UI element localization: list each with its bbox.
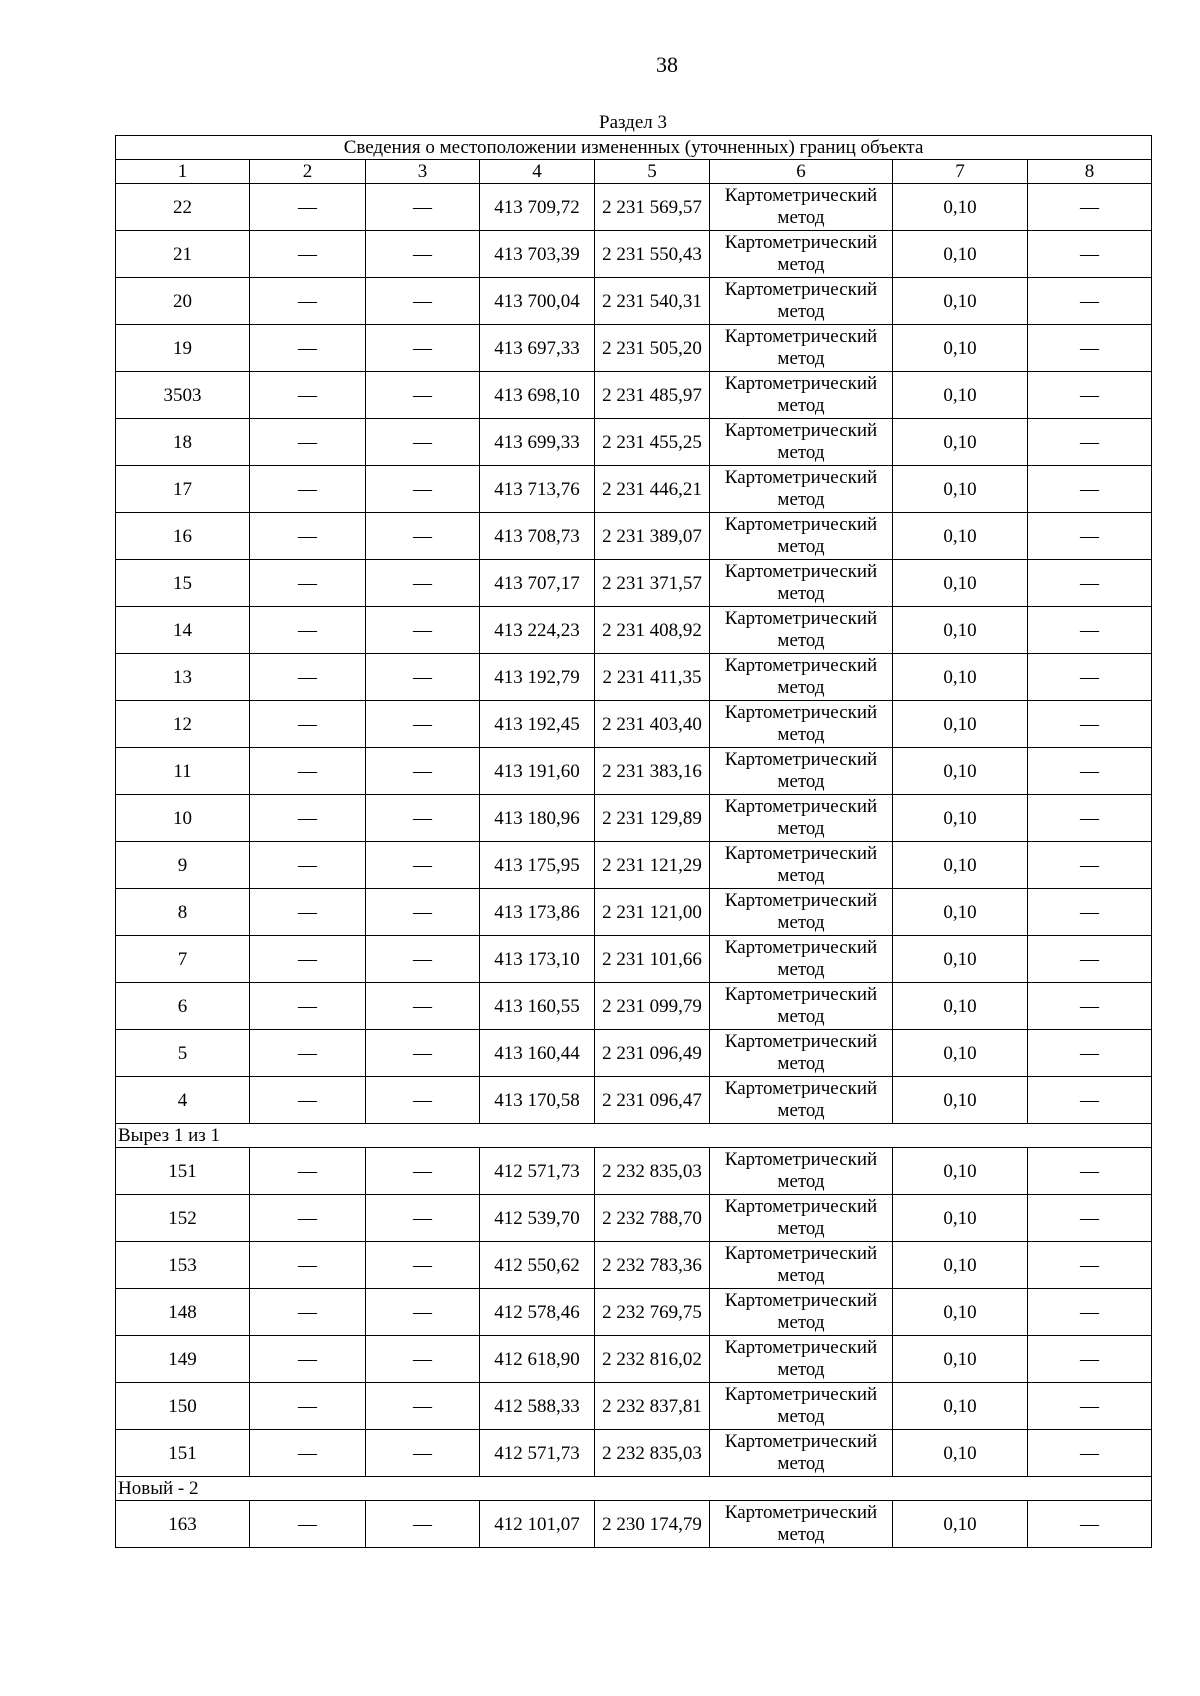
point-number-cell: 10 — [116, 795, 250, 842]
col2-cell: — — [250, 1077, 366, 1124]
y-coordinate-cell: 2 231 408,92 — [595, 607, 710, 654]
point-number-cell: 18 — [116, 419, 250, 466]
y-coordinate-cell: 2 232 835,03 — [595, 1148, 710, 1195]
y-coordinate-cell: 2 231 099,79 — [595, 983, 710, 1030]
point-number-cell: 6 — [116, 983, 250, 1030]
method-cell: Картометрический метод — [710, 466, 893, 513]
method-cell: Картометрический метод — [710, 1501, 893, 1548]
accuracy-cell: 0,10 — [893, 748, 1028, 795]
group-label: Вырез 1 из 1 — [116, 1124, 1152, 1148]
accuracy-cell: 0,10 — [893, 889, 1028, 936]
point-number-cell: 8 — [116, 889, 250, 936]
col8-cell: — — [1028, 466, 1152, 513]
x-coordinate-cell: 413 699,33 — [480, 419, 595, 466]
col2-cell: — — [250, 936, 366, 983]
x-coordinate-cell: 412 539,70 — [480, 1195, 595, 1242]
col8-cell: — — [1028, 231, 1152, 278]
accuracy-cell: 0,10 — [893, 278, 1028, 325]
x-coordinate-cell: 413 191,60 — [480, 748, 595, 795]
col3-cell: — — [366, 1430, 480, 1477]
accuracy-cell: 0,10 — [893, 1077, 1028, 1124]
column-header: 3 — [366, 160, 480, 184]
x-coordinate-cell: 413 697,33 — [480, 325, 595, 372]
point-number-cell: 13 — [116, 654, 250, 701]
x-coordinate-cell: 413 160,55 — [480, 983, 595, 1030]
point-number-cell: 9 — [116, 842, 250, 889]
col8-cell: — — [1028, 419, 1152, 466]
table-row — [116, 1242, 1152, 1289]
point-number-cell: 152 — [116, 1195, 250, 1242]
x-coordinate-cell: 413 707,17 — [480, 560, 595, 607]
method-cell: Картометрический метод — [710, 419, 893, 466]
col8-cell: — — [1028, 983, 1152, 1030]
col3-cell: — — [366, 842, 480, 889]
method-cell: Картометрический метод — [710, 278, 893, 325]
col8-cell: — — [1028, 1430, 1152, 1477]
col3-cell: — — [366, 1077, 480, 1124]
accuracy-cell: 0,10 — [893, 701, 1028, 748]
table-row — [116, 1430, 1152, 1477]
point-number-cell: 19 — [116, 325, 250, 372]
column-header: 2 — [250, 160, 366, 184]
y-coordinate-cell: 2 231 101,66 — [595, 936, 710, 983]
col3-cell: — — [366, 513, 480, 560]
y-coordinate-cell: 2 231 389,07 — [595, 513, 710, 560]
x-coordinate-cell: 413 173,10 — [480, 936, 595, 983]
col2-cell: — — [250, 1501, 366, 1548]
y-coordinate-cell: 2 232 835,03 — [595, 1430, 710, 1477]
method-cell: Картометрический метод — [710, 1289, 893, 1336]
method-cell: Картометрический метод — [710, 560, 893, 607]
col3-cell: — — [366, 1148, 480, 1195]
table-row — [116, 983, 1152, 1030]
col3-cell: — — [366, 419, 480, 466]
table-row — [116, 701, 1152, 748]
col2-cell: — — [250, 1289, 366, 1336]
point-number-cell: 151 — [116, 1430, 250, 1477]
x-coordinate-cell: 413 180,96 — [480, 795, 595, 842]
x-coordinate-cell: 413 170,58 — [480, 1077, 595, 1124]
col8-cell: — — [1028, 278, 1152, 325]
col3-cell: — — [366, 325, 480, 372]
table-row — [116, 513, 1152, 560]
accuracy-cell: 0,10 — [893, 983, 1028, 1030]
accuracy-cell: 0,10 — [893, 1148, 1028, 1195]
accuracy-cell: 0,10 — [893, 1501, 1028, 1548]
method-cell: Картометрический метод — [710, 1242, 893, 1289]
method-cell: Картометрический метод — [710, 1383, 893, 1430]
x-coordinate-cell: 413 700,04 — [480, 278, 595, 325]
point-number-cell: 153 — [116, 1242, 250, 1289]
col2-cell: — — [250, 842, 366, 889]
accuracy-cell: 0,10 — [893, 466, 1028, 513]
point-number-cell: 3503 — [116, 372, 250, 419]
x-coordinate-cell: 413 175,95 — [480, 842, 595, 889]
col3-cell: — — [366, 231, 480, 278]
accuracy-cell: 0,10 — [893, 560, 1028, 607]
x-coordinate-cell: 413 698,10 — [480, 372, 595, 419]
col2-cell: — — [250, 748, 366, 795]
table-row — [116, 1195, 1152, 1242]
table-row — [116, 795, 1152, 842]
accuracy-cell: 0,10 — [893, 231, 1028, 278]
col8-cell: — — [1028, 607, 1152, 654]
table-row — [116, 607, 1152, 654]
y-coordinate-cell: 2 231 540,31 — [595, 278, 710, 325]
col3-cell: — — [366, 1195, 480, 1242]
point-number-cell: 12 — [116, 701, 250, 748]
table-row — [116, 1336, 1152, 1383]
accuracy-cell: 0,10 — [893, 1242, 1028, 1289]
col2-cell: — — [250, 513, 366, 560]
method-cell: Картометрический метод — [710, 513, 893, 560]
x-coordinate-cell: 412 550,62 — [480, 1242, 595, 1289]
table-row — [116, 278, 1152, 325]
x-coordinate-cell: 412 571,73 — [480, 1430, 595, 1477]
point-number-cell: 163 — [116, 1501, 250, 1548]
point-number-cell: 11 — [116, 748, 250, 795]
y-coordinate-cell: 2 232 769,75 — [595, 1289, 710, 1336]
col2-cell: — — [250, 1336, 366, 1383]
y-coordinate-cell: 2 232 837,81 — [595, 1383, 710, 1430]
y-coordinate-cell: 2 232 788,70 — [595, 1195, 710, 1242]
col8-cell: — — [1028, 748, 1152, 795]
col2-cell: — — [250, 1242, 366, 1289]
y-coordinate-cell: 2 231 383,16 — [595, 748, 710, 795]
col8-cell: — — [1028, 936, 1152, 983]
y-coordinate-cell: 2 232 816,02 — [595, 1336, 710, 1383]
x-coordinate-cell: 413 173,86 — [480, 889, 595, 936]
method-cell: Картометрический метод — [710, 936, 893, 983]
table-row — [116, 560, 1152, 607]
y-coordinate-cell: 2 231 505,20 — [595, 325, 710, 372]
accuracy-cell: 0,10 — [893, 1383, 1028, 1430]
table-row — [116, 1383, 1152, 1430]
accuracy-cell: 0,10 — [893, 419, 1028, 466]
point-number-cell: 17 — [116, 466, 250, 513]
table-caption-row — [116, 136, 1152, 160]
col2-cell: — — [250, 1148, 366, 1195]
y-coordinate-cell: 2 231 129,89 — [595, 795, 710, 842]
y-coordinate-cell: 2 231 096,47 — [595, 1077, 710, 1124]
col8-cell: — — [1028, 1289, 1152, 1336]
col3-cell: — — [366, 748, 480, 795]
col3-cell: — — [366, 701, 480, 748]
col2-cell: — — [250, 560, 366, 607]
x-coordinate-cell: 412 578,46 — [480, 1289, 595, 1336]
accuracy-cell: 0,10 — [893, 842, 1028, 889]
table-row — [116, 1148, 1152, 1195]
column-header: 1 — [116, 160, 250, 184]
col2-cell: — — [250, 1195, 366, 1242]
method-cell: Картометрический метод — [710, 1336, 893, 1383]
col8-cell: — — [1028, 1077, 1152, 1124]
accuracy-cell: 0,10 — [893, 795, 1028, 842]
method-cell: Картометрический метод — [710, 983, 893, 1030]
table-row — [116, 231, 1152, 278]
column-header: 8 — [1028, 160, 1152, 184]
method-cell: Картометрический метод — [710, 1077, 893, 1124]
table-header-row — [116, 160, 1152, 184]
method-cell: Картометрический метод — [710, 654, 893, 701]
table-row — [116, 1501, 1152, 1548]
accuracy-cell: 0,10 — [893, 1195, 1028, 1242]
col8-cell: — — [1028, 560, 1152, 607]
method-cell: Картометрический метод — [710, 701, 893, 748]
col3-cell: — — [366, 607, 480, 654]
y-coordinate-cell: 2 231 569,57 — [595, 184, 710, 231]
col3-cell: — — [366, 795, 480, 842]
point-number-cell: 7 — [116, 936, 250, 983]
accuracy-cell: 0,10 — [893, 513, 1028, 560]
col2-cell: — — [250, 372, 366, 419]
col3-cell: — — [366, 1501, 480, 1548]
table-row — [116, 466, 1152, 513]
col8-cell: — — [1028, 1242, 1152, 1289]
column-header: 4 — [480, 160, 595, 184]
col2-cell: — — [250, 1383, 366, 1430]
method-cell: Картометрический метод — [710, 748, 893, 795]
col8-cell: — — [1028, 889, 1152, 936]
x-coordinate-cell: 412 571,73 — [480, 1148, 595, 1195]
accuracy-cell: 0,10 — [893, 607, 1028, 654]
x-coordinate-cell: 413 703,39 — [480, 231, 595, 278]
column-header: 6 — [710, 160, 893, 184]
col8-cell: — — [1028, 842, 1152, 889]
x-coordinate-cell: 413 708,73 — [480, 513, 595, 560]
table-row — [116, 325, 1152, 372]
accuracy-cell: 0,10 — [893, 1030, 1028, 1077]
col2-cell: — — [250, 325, 366, 372]
col3-cell: — — [366, 654, 480, 701]
point-number-cell: 14 — [116, 607, 250, 654]
table-row — [116, 1030, 1152, 1077]
y-coordinate-cell: 2 231 485,97 — [595, 372, 710, 419]
y-coordinate-cell: 2 231 371,57 — [595, 560, 710, 607]
table-row — [116, 1289, 1152, 1336]
x-coordinate-cell: 413 224,23 — [480, 607, 595, 654]
x-coordinate-cell: 412 588,33 — [480, 1383, 595, 1430]
y-coordinate-cell: 2 231 550,43 — [595, 231, 710, 278]
column-header: 5 — [595, 160, 710, 184]
table-row — [116, 842, 1152, 889]
table-caption: Сведения о местоположении измененных (уточненных) границ объекта — [116, 136, 1152, 160]
page-number: 38 — [656, 52, 678, 77]
col8-cell: — — [1028, 372, 1152, 419]
column-header: 7 — [893, 160, 1028, 184]
col8-cell: — — [1028, 513, 1152, 560]
method-cell: Картометрический метод — [710, 372, 893, 419]
group-label-row — [116, 1124, 1152, 1148]
x-coordinate-cell: 412 101,07 — [480, 1501, 595, 1548]
table-row — [116, 184, 1152, 231]
method-cell: Картометрический метод — [710, 842, 893, 889]
accuracy-cell: 0,10 — [893, 654, 1028, 701]
y-coordinate-cell: 2 232 783,36 — [595, 1242, 710, 1289]
table-row — [116, 419, 1152, 466]
col3-cell: — — [366, 560, 480, 607]
col2-cell: — — [250, 983, 366, 1030]
x-coordinate-cell: 412 618,90 — [480, 1336, 595, 1383]
col8-cell: — — [1028, 1383, 1152, 1430]
point-number-cell: 16 — [116, 513, 250, 560]
point-number-cell: 22 — [116, 184, 250, 231]
method-cell: Картометрический метод — [710, 184, 893, 231]
col3-cell: — — [366, 1289, 480, 1336]
col3-cell: — — [366, 466, 480, 513]
col2-cell: — — [250, 419, 366, 466]
col8-cell: — — [1028, 1195, 1152, 1242]
col3-cell: — — [366, 1242, 480, 1289]
col8-cell: — — [1028, 1501, 1152, 1548]
col8-cell: — — [1028, 701, 1152, 748]
x-coordinate-cell: 413 713,76 — [480, 466, 595, 513]
col8-cell: — — [1028, 1148, 1152, 1195]
point-number-cell: 149 — [116, 1336, 250, 1383]
col8-cell: — — [1028, 184, 1152, 231]
boundary-coordinates-table — [115, 135, 1152, 1548]
col2-cell: — — [250, 889, 366, 936]
y-coordinate-cell: 2 231 446,21 — [595, 466, 710, 513]
point-number-cell: 15 — [116, 560, 250, 607]
accuracy-cell: 0,10 — [893, 936, 1028, 983]
group-label: Новый - 2 — [116, 1477, 1152, 1501]
method-cell: Картометрический метод — [710, 231, 893, 278]
point-number-cell: 151 — [116, 1148, 250, 1195]
col2-cell: — — [250, 654, 366, 701]
method-cell: Картометрический метод — [710, 889, 893, 936]
col3-cell: — — [366, 372, 480, 419]
method-cell: Картометрический метод — [710, 1195, 893, 1242]
point-number-cell: 21 — [116, 231, 250, 278]
method-cell: Картометрический метод — [710, 1030, 893, 1077]
group-label-row — [116, 1477, 1152, 1501]
x-coordinate-cell: 413 709,72 — [480, 184, 595, 231]
col2-cell: — — [250, 607, 366, 654]
accuracy-cell: 0,10 — [893, 325, 1028, 372]
point-number-cell: 5 — [116, 1030, 250, 1077]
point-number-cell: 148 — [116, 1289, 250, 1336]
accuracy-cell: 0,10 — [893, 372, 1028, 419]
col8-cell: — — [1028, 654, 1152, 701]
col3-cell: — — [366, 936, 480, 983]
method-cell: Картометрический метод — [710, 607, 893, 654]
table-row — [116, 1077, 1152, 1124]
accuracy-cell: 0,10 — [893, 1430, 1028, 1477]
col3-cell: — — [366, 983, 480, 1030]
y-coordinate-cell: 2 231 121,29 — [595, 842, 710, 889]
col2-cell: — — [250, 278, 366, 325]
col2-cell: — — [250, 795, 366, 842]
table-row — [116, 936, 1152, 983]
col3-cell: — — [366, 1030, 480, 1077]
table-row — [116, 372, 1152, 419]
point-number-cell: 4 — [116, 1077, 250, 1124]
col2-cell: — — [250, 466, 366, 513]
col3-cell: — — [366, 278, 480, 325]
x-coordinate-cell: 413 192,79 — [480, 654, 595, 701]
col2-cell: — — [250, 1030, 366, 1077]
table-row — [116, 889, 1152, 936]
section-title: Раздел 3 — [599, 112, 667, 133]
method-cell: Картометрический метод — [710, 325, 893, 372]
col8-cell: — — [1028, 1030, 1152, 1077]
col3-cell: — — [366, 184, 480, 231]
y-coordinate-cell: 2 231 455,25 — [595, 419, 710, 466]
col2-cell: — — [250, 701, 366, 748]
col2-cell: — — [250, 231, 366, 278]
point-number-cell: 20 — [116, 278, 250, 325]
col3-cell: — — [366, 1336, 480, 1383]
method-cell: Картометрический метод — [710, 795, 893, 842]
x-coordinate-cell: 413 160,44 — [480, 1030, 595, 1077]
col8-cell: — — [1028, 795, 1152, 842]
y-coordinate-cell: 2 231 121,00 — [595, 889, 710, 936]
y-coordinate-cell: 2 231 096,49 — [595, 1030, 710, 1077]
point-number-cell: 150 — [116, 1383, 250, 1430]
table-row — [116, 748, 1152, 795]
col2-cell: — — [250, 1430, 366, 1477]
y-coordinate-cell: 2 231 403,40 — [595, 701, 710, 748]
table-row — [116, 654, 1152, 701]
y-coordinate-cell: 2 230 174,79 — [595, 1501, 710, 1548]
accuracy-cell: 0,10 — [893, 184, 1028, 231]
method-cell: Картометрический метод — [710, 1148, 893, 1195]
accuracy-cell: 0,10 — [893, 1289, 1028, 1336]
y-coordinate-cell: 2 231 411,35 — [595, 654, 710, 701]
col8-cell: — — [1028, 325, 1152, 372]
accuracy-cell: 0,10 — [893, 1336, 1028, 1383]
col3-cell: — — [366, 1383, 480, 1430]
col2-cell: — — [250, 184, 366, 231]
col3-cell: — — [366, 889, 480, 936]
x-coordinate-cell: 413 192,45 — [480, 701, 595, 748]
col8-cell: — — [1028, 1336, 1152, 1383]
method-cell: Картометрический метод — [710, 1430, 893, 1477]
